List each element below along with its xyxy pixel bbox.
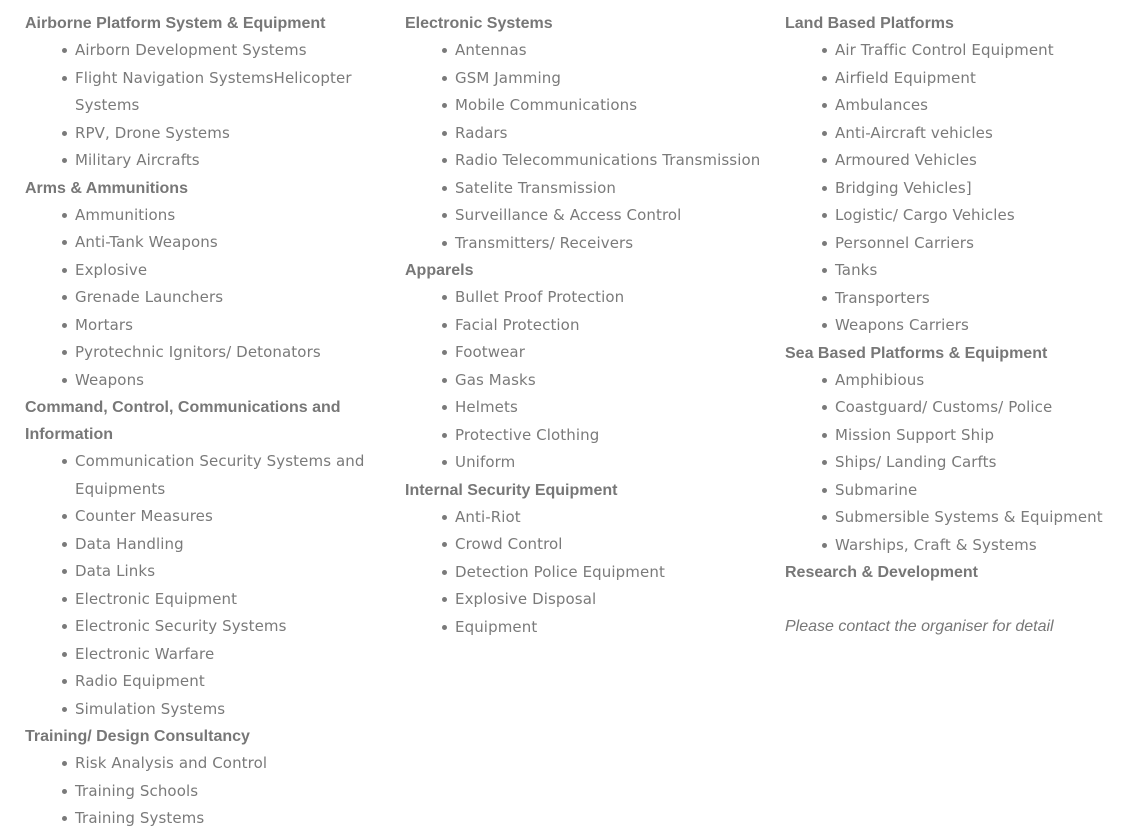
bullet-icon [62, 816, 67, 821]
list-item-label: Crowd Control [455, 535, 563, 553]
bullet-icon [822, 241, 827, 246]
bullet-icon [442, 625, 447, 630]
bullet-icon [62, 707, 67, 712]
bullet-icon [822, 158, 827, 163]
bullet-icon [822, 186, 827, 191]
list-item-label: Equipment [455, 617, 538, 636]
bullet-icon [62, 350, 67, 355]
bullet-icon [442, 378, 447, 383]
list-item-label: Training Schools [75, 781, 199, 800]
list-item [455, 175, 765, 203]
list-item-label: Weapons [75, 370, 145, 389]
list-item-label: Risk Analysis and Control [75, 754, 268, 772]
list-item [835, 230, 1105, 258]
category-list-training-design-consultancy [25, 750, 385, 833]
bullet-icon [442, 515, 447, 520]
list-item-label: Radio Telecommunications Transmission [455, 151, 761, 169]
spacer [785, 586, 1105, 613]
list-item-label: Electronic Warfare [75, 644, 215, 663]
bullet-icon [822, 48, 827, 53]
bullet-icon [442, 76, 447, 81]
list-item [835, 285, 1105, 313]
list-item [835, 367, 1105, 395]
list-item [455, 230, 765, 258]
category-list-apparels [405, 284, 765, 477]
list-item [835, 65, 1105, 93]
list-item [455, 147, 765, 175]
bullet-icon [442, 460, 447, 465]
list-item [835, 532, 1105, 560]
list-item [455, 339, 765, 367]
bullet-icon [442, 570, 447, 575]
list-item-label: Ambulances [835, 96, 929, 114]
list-item-label: Mortars [75, 315, 134, 334]
bullet-icon [442, 241, 447, 246]
list-item-label: Airborn Development Systems [75, 41, 307, 59]
list-item [835, 37, 1105, 65]
bullet-icon [62, 268, 67, 273]
list-item [75, 312, 385, 340]
category-title-arms-ammunitions: Arms & Ammunitions [25, 179, 188, 197]
list-item-label: Flight Navigation SystemsHelicopter Systems [75, 68, 352, 114]
category-list-command-control-communications-and-information [25, 448, 385, 723]
list-item-label: Detection Police Equipment [455, 562, 665, 581]
category-title-training-design-consultancy: Training/ Design Consultancy [25, 728, 250, 745]
list-item-label: Anti-Tank Weapons [75, 233, 218, 251]
list-item-label: Simulation Systems [75, 699, 226, 718]
list-item [455, 120, 765, 148]
list-item-label: Protective Clothing [455, 425, 600, 444]
list-item [455, 367, 765, 395]
bullet-icon [442, 542, 447, 547]
list-item-label: Mobile Communications [455, 96, 638, 114]
list-item-label: Ammunitions [75, 205, 176, 224]
bullet-icon [62, 597, 67, 602]
list-item [75, 37, 385, 65]
list-item [75, 120, 385, 148]
column-left [25, 10, 385, 833]
list-item-label: Submarine [835, 480, 918, 499]
bullet-icon [62, 652, 67, 657]
category-list-electronic-systems [405, 37, 765, 257]
bullet-icon [822, 76, 827, 81]
bullet-icon [442, 213, 447, 218]
list-item [75, 229, 385, 257]
list-item [75, 147, 385, 175]
category-title-internal-security-equipment: Internal Security Equipment [405, 481, 618, 499]
list-item [835, 202, 1105, 230]
bullet-icon [442, 186, 447, 191]
bullet-icon [62, 76, 67, 81]
list-item [75, 339, 385, 367]
bullet-icon [62, 761, 67, 766]
list-item-label: Transporters [835, 288, 930, 307]
list-item-label: Bridging Vehicles] [835, 178, 972, 197]
category-title-command-control-communications-and-information: Command, Control, Communications and Information [25, 399, 341, 443]
bullet-icon [442, 350, 447, 355]
bullet-icon [442, 597, 447, 602]
list-item-label: Personnel Carriers [835, 233, 974, 252]
list-item [455, 559, 765, 587]
list-item-label: Amphibious [835, 370, 925, 389]
bullet-icon [822, 323, 827, 328]
list-item-label: Electronic Security Systems [75, 617, 287, 635]
list-item [75, 503, 385, 531]
column-middle [405, 10, 765, 641]
list-item-label: Anti-Riot [455, 507, 521, 526]
list-item [75, 367, 385, 395]
list-item-label: Military Aircrafts [75, 151, 200, 169]
list-item-label: Pyrotechnic Ignitors/ Detonators [75, 343, 321, 361]
bullet-icon [62, 131, 67, 136]
bullet-icon [62, 459, 67, 464]
list-item [75, 448, 385, 503]
list-item-label: Data Links [75, 562, 156, 580]
list-item-label: Explosive [75, 260, 148, 279]
list-item [75, 586, 385, 614]
bullet-icon [822, 515, 827, 520]
category-list-land-based-platforms [785, 37, 1105, 340]
bullet-icon [822, 378, 827, 383]
list-item [455, 37, 765, 65]
list-item-label: Bullet Proof Protection [455, 288, 625, 306]
list-item [75, 558, 385, 586]
list-item [835, 449, 1105, 477]
bullet-icon [442, 295, 447, 300]
list-item [835, 422, 1105, 450]
bullet-icon [62, 789, 67, 794]
list-item [835, 504, 1105, 532]
category-list-sea-based-platforms-equipment [785, 367, 1105, 560]
bullet-icon [442, 103, 447, 108]
bullet-icon [442, 131, 447, 136]
column-right [785, 10, 1105, 640]
list-item-label: Electronic Equipment [75, 589, 238, 608]
list-item [75, 65, 385, 120]
contact-note: Please contact the organiser for detail [785, 618, 1054, 635]
bullet-icon [62, 624, 67, 629]
list-item-label: Tanks [835, 261, 878, 279]
bullet-icon [822, 131, 827, 136]
list-item-label: Airfield Equipment [835, 68, 976, 87]
list-item-label: Uniform [455, 453, 516, 471]
bullet-icon [442, 158, 447, 163]
category-title-airborne-platform-system-equipment: Airborne Platform System & Equipment [25, 15, 326, 32]
bullet-icon [822, 433, 827, 438]
list-item-label: Air Traffic Control Equipment [835, 41, 1054, 59]
list-item [455, 531, 765, 559]
list-item [835, 394, 1105, 422]
list-item-label: Anti-Aircraft vehicles [835, 123, 993, 142]
bullet-icon [62, 569, 67, 574]
list-item [75, 750, 385, 778]
bullet-icon [442, 323, 447, 328]
bullet-icon [822, 103, 827, 108]
category-list-arms-ammunitions [25, 202, 385, 395]
list-item-label: Facial Protection [455, 315, 580, 334]
list-item-label: Counter Measures [75, 507, 213, 525]
list-item-label: Coastguard/ Customs/ Police [835, 398, 1053, 416]
list-item [835, 147, 1105, 175]
category-title-sea-based-platforms-equipment: Sea Based Platforms & Equipment [785, 344, 1048, 362]
bullet-icon [822, 296, 827, 301]
list-item-label: Explosive Disposal [455, 590, 597, 608]
list-item-label: Antennas [455, 41, 527, 59]
list-item [455, 284, 765, 312]
list-item [455, 394, 765, 422]
category-list-internal-security-equipment [405, 504, 765, 642]
list-item [75, 778, 385, 806]
bullet-icon [822, 213, 827, 218]
bullet-icon [822, 268, 827, 273]
list-item [835, 477, 1105, 505]
bullet-icon [62, 213, 67, 218]
list-item-label: Training Systems [75, 809, 205, 827]
list-item-label: Footwear [455, 343, 525, 361]
list-item [455, 449, 765, 477]
list-item-label: Radio Equipment [75, 672, 205, 690]
bullet-icon [442, 405, 447, 410]
category-title-research-development: Research & Development [785, 564, 978, 581]
list-item-label: Logistic/ Cargo Vehicles [835, 206, 1015, 224]
list-item-label: Ships/ Landing Carfts [835, 453, 997, 471]
list-item-label: Mission Support Ship [835, 425, 995, 444]
list-item [75, 641, 385, 669]
list-item [75, 531, 385, 559]
bullet-icon [442, 48, 447, 53]
bullet-icon [62, 378, 67, 383]
list-item-label: RPV, Drone Systems [75, 123, 230, 142]
list-item-label: GSM Jamming [455, 68, 561, 87]
list-item-label: Helmets [455, 398, 518, 416]
list-item-label: Warships, Craft & Systems [835, 535, 1037, 554]
list-item [75, 696, 385, 724]
bullet-icon [62, 679, 67, 684]
category-list-airborne-platform-system-equipment [25, 37, 385, 175]
list-item [455, 586, 765, 614]
bullet-icon [62, 295, 67, 300]
list-item-label: Armoured Vehicles [835, 151, 977, 169]
list-item-label: Radars [455, 123, 508, 142]
list-item [455, 65, 765, 93]
list-item-label: Weapons Carriers [835, 316, 969, 334]
list-item [455, 422, 765, 450]
bullet-icon [62, 514, 67, 519]
list-item [835, 92, 1105, 120]
bullet-icon [822, 405, 827, 410]
list-item [75, 668, 385, 696]
list-item-label: Submersible Systems & Equipment [835, 508, 1103, 526]
list-item-label: Communication Security Systems and Equipments [75, 452, 365, 498]
list-item [75, 202, 385, 230]
list-item [75, 257, 385, 285]
bullet-icon [62, 158, 67, 163]
bullet-icon [822, 460, 827, 465]
list-item-label: Satelite Transmission [455, 178, 617, 197]
bullet-icon [822, 488, 827, 493]
bullet-icon [62, 240, 67, 245]
bullet-icon [822, 543, 827, 548]
list-item-label: Transmitters/ Receivers [455, 233, 634, 252]
bullet-icon [62, 542, 67, 547]
list-item [75, 805, 385, 833]
bullet-icon [62, 323, 67, 328]
category-title-apparels: Apparels [405, 262, 474, 279]
list-item [835, 175, 1105, 203]
list-item [75, 613, 385, 641]
list-item [835, 257, 1105, 285]
list-item-label: Surveillance & Access Control [455, 206, 682, 224]
list-item [455, 92, 765, 120]
list-item [835, 120, 1105, 148]
list-item [455, 202, 765, 230]
list-item-label: Gas Masks [455, 370, 536, 389]
list-item [455, 504, 765, 532]
list-item [455, 312, 765, 340]
list-item [835, 312, 1105, 340]
list-item-label: Data Handling [75, 534, 184, 553]
list-item [75, 284, 385, 312]
bullet-icon [442, 433, 447, 438]
list-item [455, 614, 765, 642]
list-item-label: Grenade Launchers [75, 288, 224, 306]
bullet-icon [62, 48, 67, 53]
category-title-electronic-systems: Electronic Systems [405, 15, 553, 32]
category-title-land-based-platforms: Land Based Platforms [785, 15, 954, 32]
